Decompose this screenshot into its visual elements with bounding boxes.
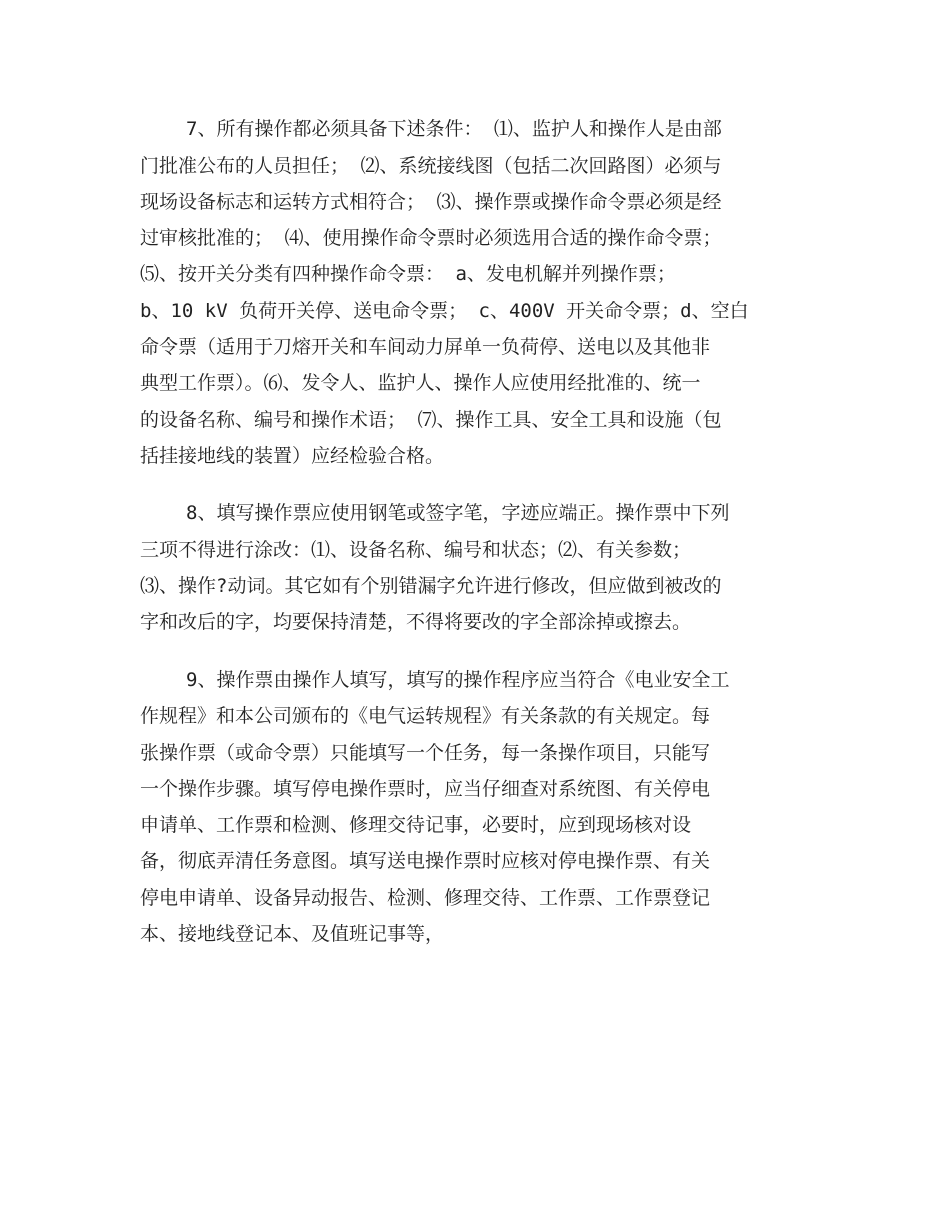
paragraph-line: ⑶、操作?动词。其它如有个别错漏字允许进行修改，但应做到被改的 — [140, 575, 722, 597]
paragraph-line: 张操作票（或命令票）只能填写一个任务，每一条操作项目，只能写 — [140, 742, 711, 764]
paragraph-line: 字和改后的字，均要保持清楚，不得将要改的字全部涂掉或擦去。 — [140, 611, 692, 633]
paragraph-line: 本、接地线登记本、及值班记事等， — [140, 923, 445, 945]
paragraph-line: b、10 kV 负荷开关停、送电命令票； c、400V 开关命令票；d、空白 — [140, 300, 749, 322]
paragraph-line: 8、填写操作票应使用钢笔或签字笔，字迹应端正。操作票中下列 — [186, 502, 730, 524]
paragraph-line: 备，彻底弄清任务意图。填写送电操作票时应核对停电操作票、有关 — [140, 850, 711, 872]
paragraph-line: 7、所有操作都必须具备下述条件： ⑴、监护人和操作人是由部 — [186, 118, 722, 140]
paragraph-line: 申请单、工作票和检测、修理交待记事，必要时，应到现场核对设 — [140, 814, 692, 836]
paragraph-line: 一个操作步骤。填写停电操作票时，应当仔细查对系统图、有关停电 — [140, 778, 711, 800]
paragraph-line: 三项不得进行涂改：⑴、设备名称、编号和状态；⑵、有关参数； — [140, 539, 692, 561]
paragraph-line: 命令票（适用于刀熔开关和车间动力屏单一负荷停、送电以及其他非 — [140, 336, 711, 358]
paragraph-line: 门批准公布的人员担任； ⑵、系统接线图（包括二次回路图）必须与 — [140, 155, 722, 177]
paragraph-line: 括挂接地线的装置）应经检验合格。 — [140, 445, 445, 467]
paragraph-line: 作规程》和本公司颁布的《电气运转规程》有关条款的有关规定。每 — [140, 705, 711, 727]
paragraph-line: 9、操作票由操作人填写，填写的操作程序应当符合《电业安全工 — [186, 669, 730, 691]
paragraph-line: 典型工作票）。⑹、发令人、监护人、操作人应使用经批准的、统一 — [140, 372, 701, 394]
paragraph-line: 停电申请单、设备异动报告、检测、修理交待、工作票、工作票登记 — [140, 887, 711, 909]
paragraph-line: 过审核批准的； ⑷、使用操作命令票时必须选用合适的操作命令票； — [140, 227, 722, 249]
paragraph-line: 的设备名称、编号和操作术语； ⑺、操作工具、安全工具和设施（包 — [140, 409, 722, 431]
paragraph-line: ⑸、按开关分类有四种操作命令票： a、发电机解并列操作票； — [140, 263, 676, 285]
paragraph-line: 现场设备标志和运转方式相符合； ⑶、操作票或操作命令票必须是经 — [140, 191, 722, 213]
